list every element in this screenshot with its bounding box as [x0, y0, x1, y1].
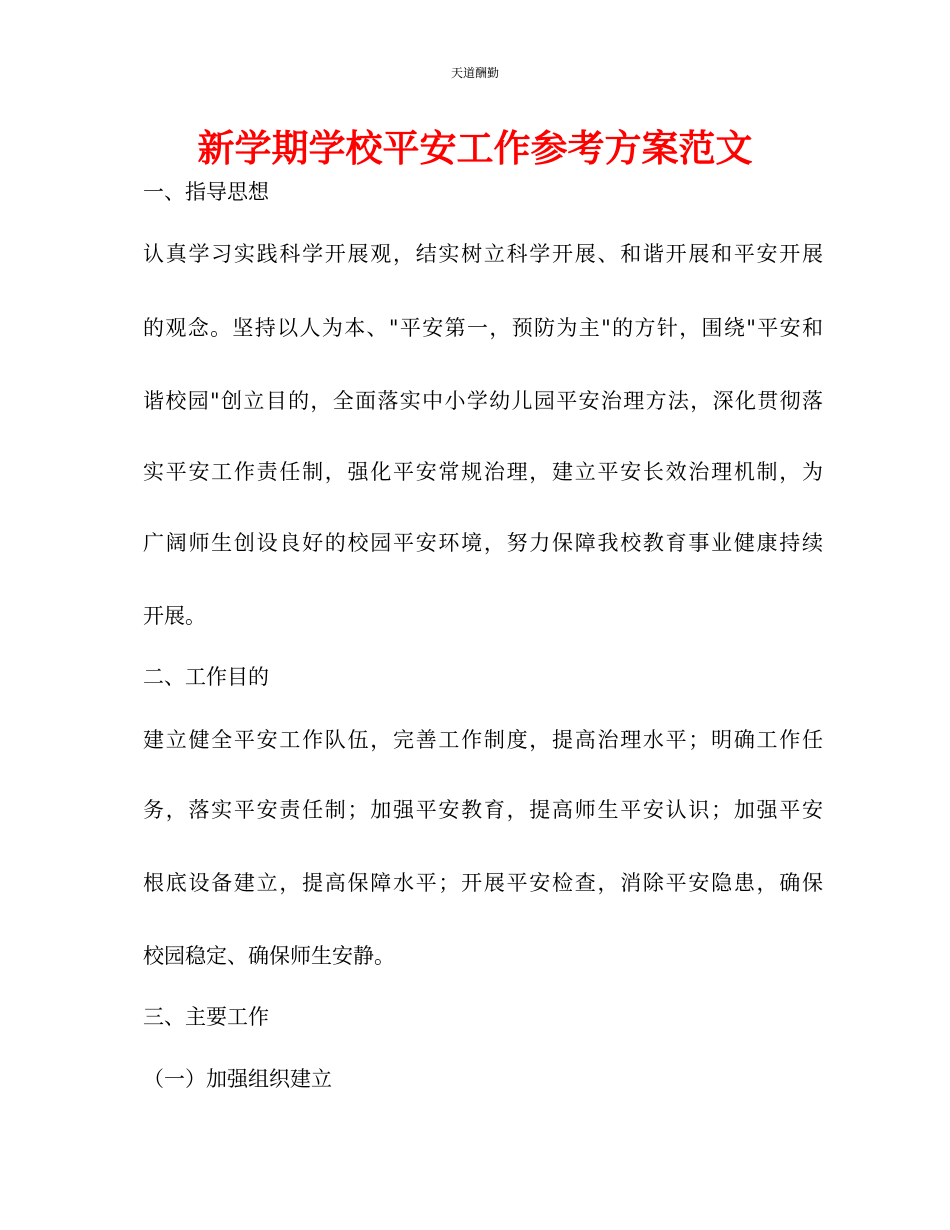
paragraph-line: 务，落实平安责任制；加强平安教育，提高师生平安认识；加强平安 — [143, 798, 823, 822]
section-heading-1: 一、指导思想 — [143, 180, 269, 204]
document-title: 新学期学校平安工作参考方案范文 — [197, 127, 753, 170]
paragraph-line: 广阔师生创设良好的校园平安环境，努力保障我校教育事业健康持续 — [143, 531, 823, 555]
paragraph-line: 的观念。坚持以人为本、"平安第一，预防为主"的方针，围绕"平安和 — [143, 316, 823, 340]
paragraph-line: 建立健全平安工作队伍，完善工作制度，提高治理水平；明确工作任 — [143, 728, 823, 752]
paragraph-line: 根底设备建立，提高保障水平；开展平安检查，消除平安隐患，确保 — [143, 871, 823, 895]
paragraph-line: 实平安工作责任制，强化平安常规治理，建立平安长效治理机制，为 — [143, 460, 823, 484]
section-heading-3: 三、主要工作 — [143, 1005, 269, 1029]
subsection-heading: （一）加强组织建立 — [143, 1067, 332, 1091]
paragraph-line: 开展。 — [143, 604, 206, 628]
page-header: 天道酬勤 — [450, 66, 499, 80]
paragraph-line: 谐校园"创立目的，全面落实中小学幼儿园平安治理方法，深化贯彻落 — [143, 389, 823, 413]
paragraph-line: 认真学习实践科学开展观，结实树立科学开展、和谐开展和平安开展 — [143, 242, 823, 266]
paragraph-line: 校园稳定、确保师生安静。 — [143, 944, 395, 968]
section-heading-2: 二、工作目的 — [143, 665, 269, 689]
